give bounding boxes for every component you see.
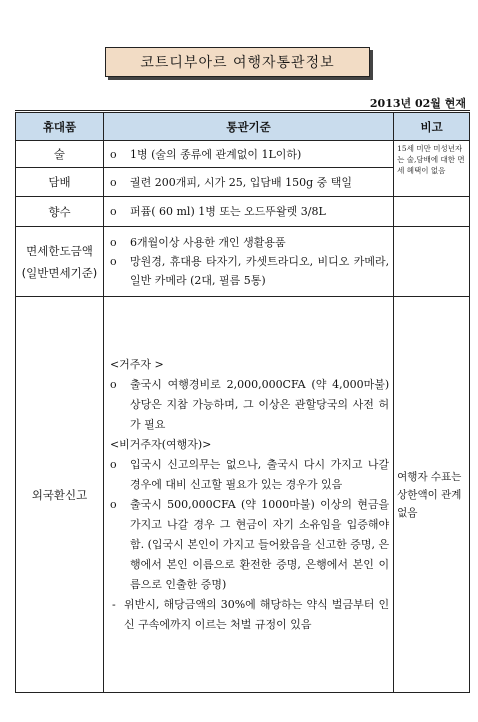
row-label-perfume: 향수	[16, 197, 104, 227]
remark-alcohol-tobacco: 15세 미만 미성년자는 술,담배에 대한 면세 혜택이 없음	[394, 141, 470, 197]
standard-text: 입국시 신고의무는 없으나, 출국시 다시 가지고 나갈 경우에 대비 신고할 필요가 있는 경우가 있음	[129, 457, 390, 491]
row-label-tobacco: 담배	[16, 168, 104, 197]
resident-header: <거주자 >	[109, 357, 164, 371]
dash-mark: -	[111, 597, 116, 611]
row-standard-alcohol	[103, 141, 393, 168]
standard-text: 궐련 200개피, 시가 25, 입담배 150g 중 택일	[129, 175, 352, 189]
bullet-mark: o	[109, 457, 117, 471]
table-header-row	[16, 112, 470, 141]
row-label-currency: 외국환신고	[16, 297, 104, 693]
remark-empty	[394, 227, 470, 297]
remark-currency: 여행자 수표는 상한액이 관계없음	[394, 297, 470, 693]
table-row	[16, 197, 470, 227]
row-label-duty-free	[16, 227, 104, 297]
table-row	[16, 227, 470, 297]
table-row	[16, 141, 470, 168]
bullet-mark: o	[109, 205, 117, 218]
standard-text: 1병 (술의 종류에 관계없이 1L이하)	[129, 147, 302, 161]
header-item: 휴대품	[16, 112, 104, 141]
nonresident-header: <비거주자(여행자)>	[109, 437, 212, 451]
penalty-text: 위반시, 해당금액의 30%에 해당하는 약식 벌금부터 인신 구속에까지 이르는 처벌 규정이 있음	[123, 597, 390, 631]
remark-empty	[394, 197, 470, 227]
row-standard-duty-free	[103, 227, 393, 297]
standard-text: 6개월이상 사용한 개인 생활용품	[129, 236, 286, 249]
standard-text: 망원경, 휴대용 타자기, 카셋트라디오, 비디오 카메라, 일반 카메라 (2대, 필름 5통)	[129, 255, 390, 287]
standard-text: 출국시 여행경비로 2,000,000CFA (약 4,000마불) 상당은 지참 가능하며, 그 이상은 관할당국의 사전 허가 필요	[129, 377, 390, 431]
bullet-mark: o	[109, 497, 117, 511]
label-line: (일반면세기준)	[21, 265, 98, 280]
row-standard-perfume	[103, 197, 393, 227]
header-remark: 비고	[394, 112, 470, 141]
label-line: 면세한도금액	[26, 243, 93, 258]
row-standard-tobacco	[103, 168, 393, 197]
standard-text: 출국시 500,000CFA (약 1000마불) 이상의 현금을 가지고 나갈 경우 그 현금이 자기 소유임을 입증해야 함. (입국시 본인이 가지고 들어왔음을 신고한 증명, 은행에서 본인 이름으로 환전한 증명, 은행에서 본인 이름으로 인출한 증명)	[129, 497, 390, 591]
bullet-mark: o	[109, 236, 117, 249]
bullet-mark: o	[109, 255, 117, 268]
bullet-mark: o	[109, 147, 117, 161]
page-title: 코트디부아르 여행자통관정보	[105, 47, 370, 77]
header-standard: 통관기준	[103, 112, 393, 141]
standard-text: 퍼퓸( 60 ml) 1병 또는 오드뚜왈렛 3/8L	[129, 205, 326, 218]
table-row	[16, 297, 470, 693]
customs-table	[15, 110, 470, 693]
bullet-mark: o	[109, 377, 117, 391]
date-label: 2013년 02월 현재	[369, 97, 466, 110]
row-label-alcohol: 술	[16, 141, 104, 168]
row-standard-currency	[103, 297, 393, 693]
bullet-mark: o	[109, 175, 117, 189]
